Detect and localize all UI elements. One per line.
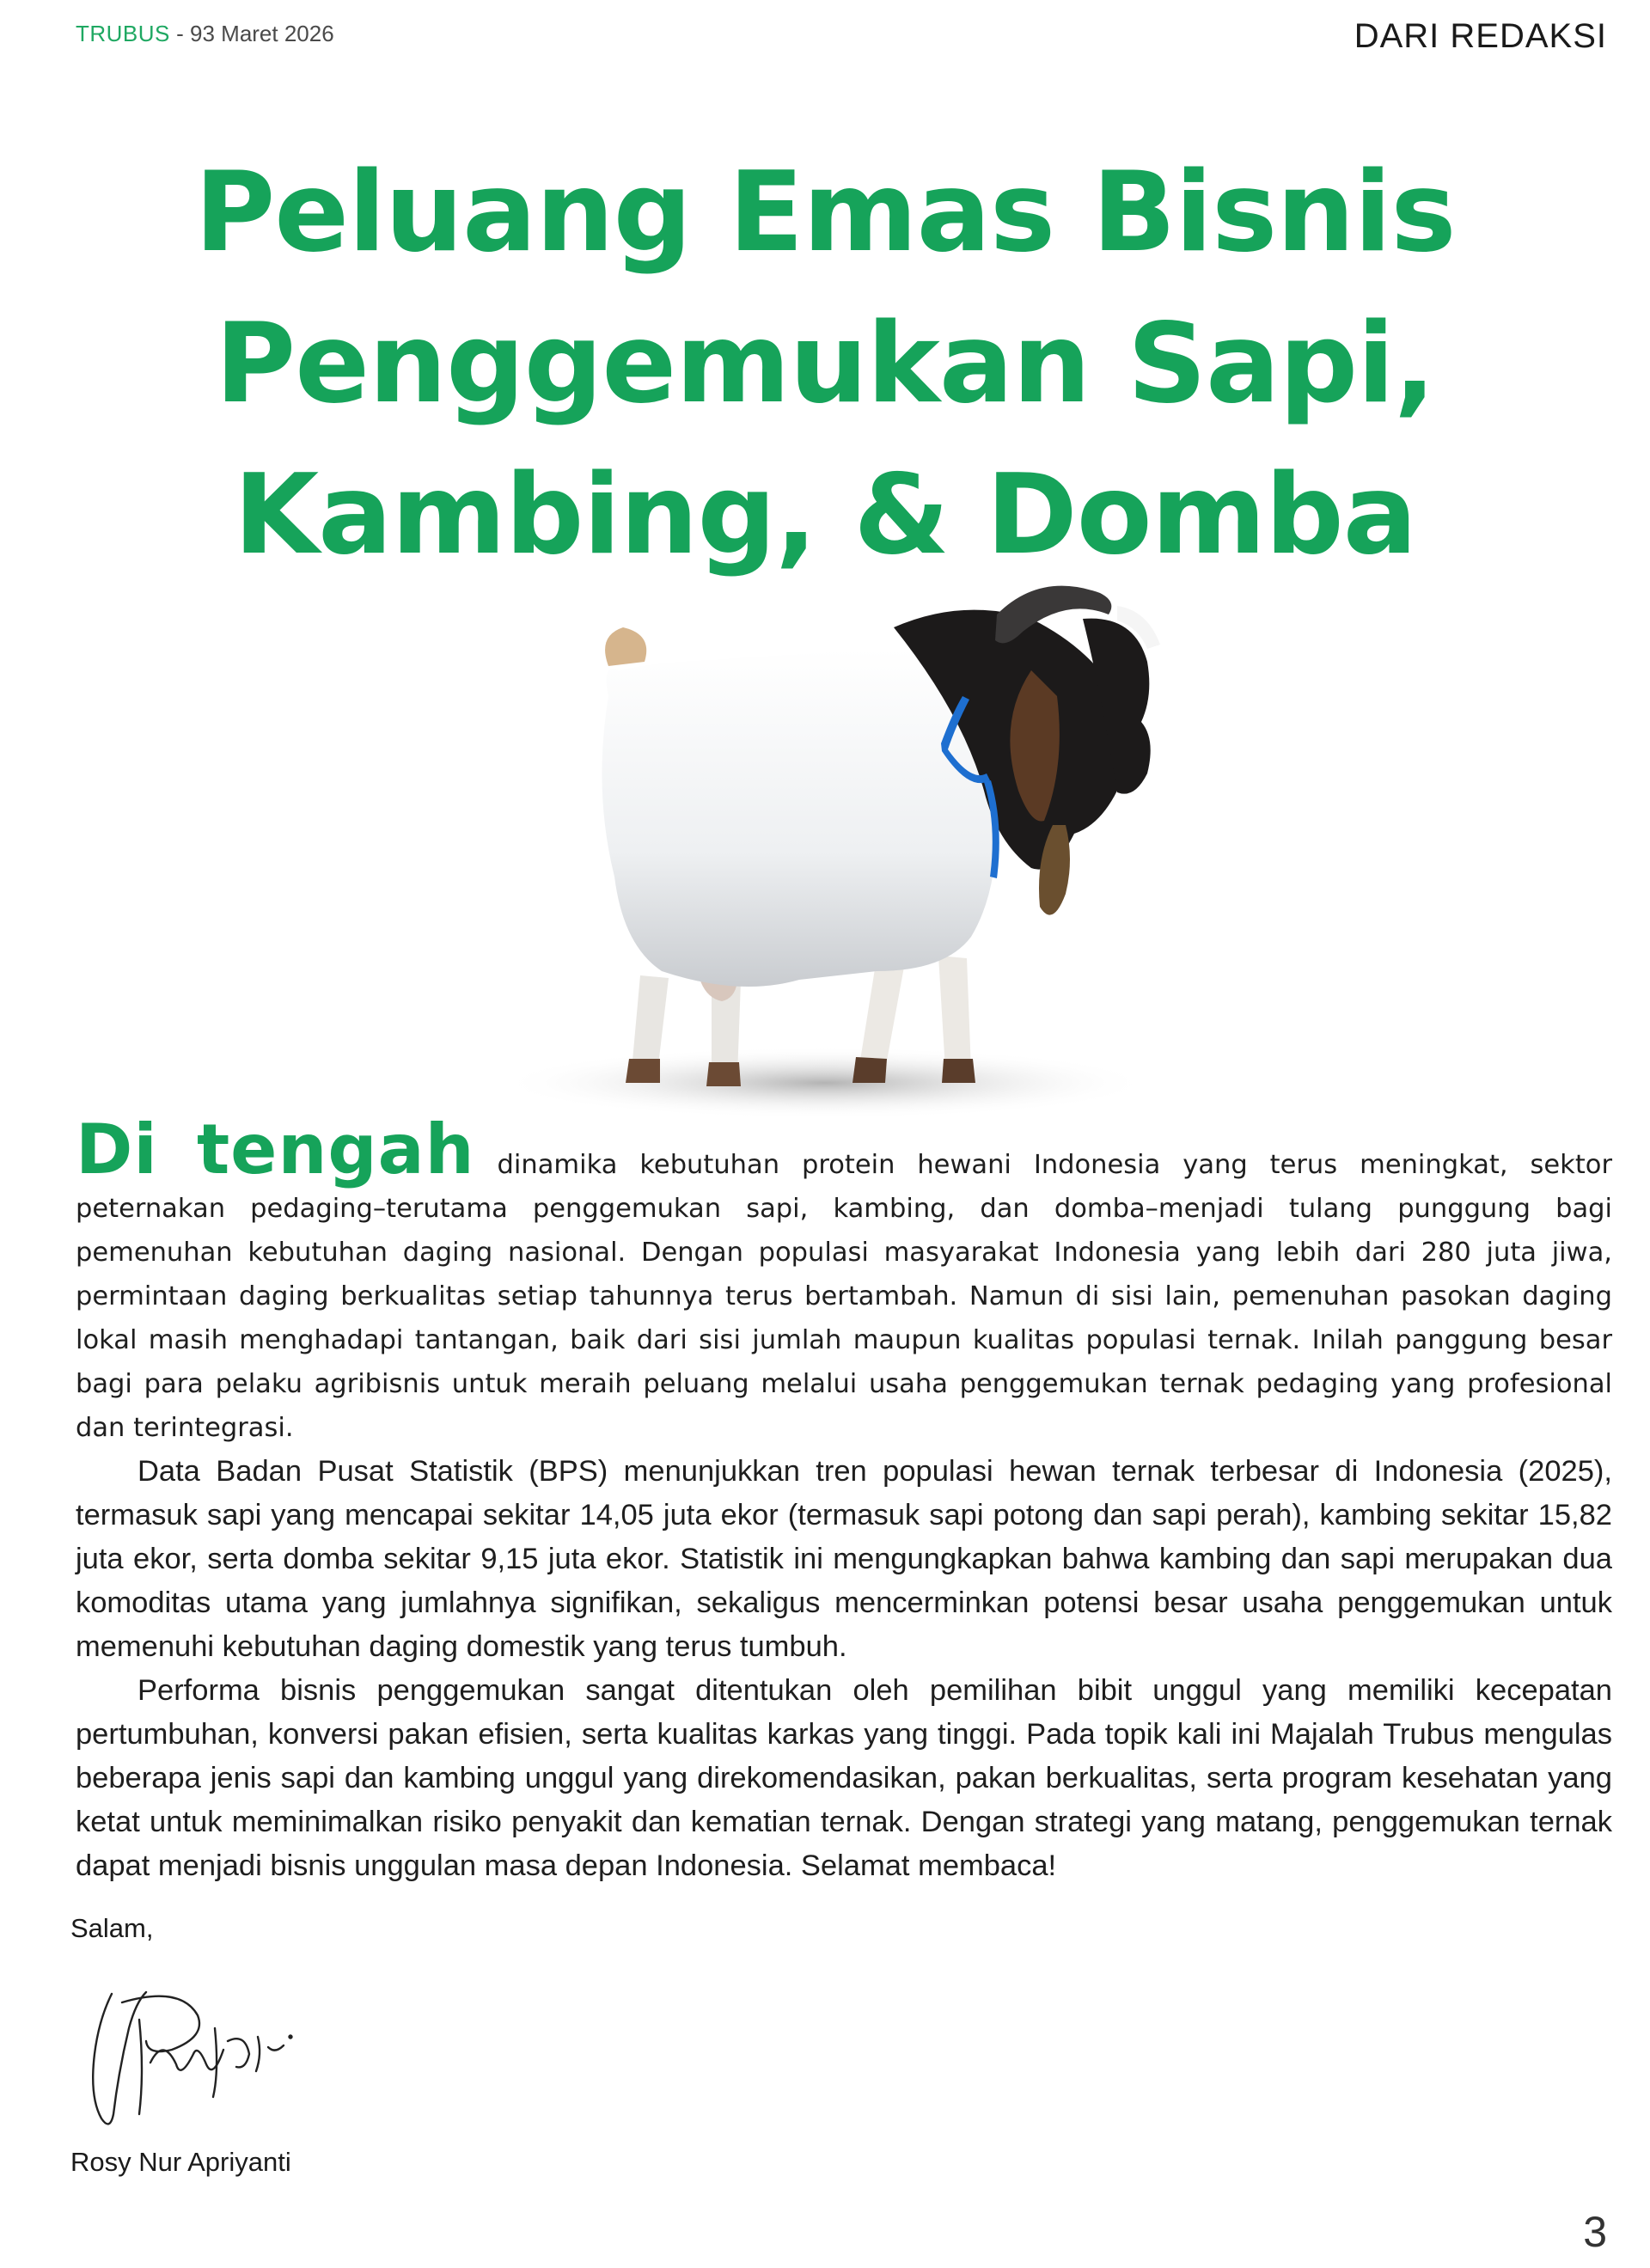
title-line: Peluang Emas Bisnis [194, 149, 1456, 277]
paragraph [76, 1110, 1612, 1450]
signature [77, 1968, 309, 2157]
page-title [0, 138, 1650, 591]
paragraph: Data Badan Pusat Statistik (BPS) menunjukkan tren populasi hewan ternak terbesar di Indonesia (2025), termasuk sapi yang mencapai sekitar 14,05 juta ekor (termasuk sapi potong dan sapi perah), kambing sekitar 15,82 juta ekor, serta domba sekitar 9,15 juta ekor. Statistik ini mengungkapkan bahwa kambing dan sapi merupakan dua komoditas utama yang jumlahnya signifikan, sekaligus mencerminkan potensi besar usaha penggemukan untuk memenuhi kebutuhan daging domestik yang terus tumbuh. [76, 1455, 1612, 1663]
drop-cap: Di tengah [76, 1110, 475, 1189]
closing-greeting: Salam, [70, 1913, 154, 1943]
masthead [76, 21, 334, 47]
page-number: 3 [1583, 2208, 1607, 2256]
goat-photo [516, 567, 1255, 1126]
signer-name: Rosy Nur Apriyanti [70, 2147, 291, 2177]
brand-name: TRUBUS [76, 21, 170, 46]
article-body [76, 1110, 1612, 1888]
title-line: Penggemukan Sapi, [215, 300, 1435, 428]
paragraph: Performa bisnis penggemukan sangat ditentukan oleh pemilihan bibit unggul yang memiliki kecepatan pertumbuhan, konversi pakan efisien, serta kualitas karkas yang tinggi. Pada topik kali ini Majalah Trubus mengulas beberapa jenis sapi dan kambing unggul yang direkomendasikan, pakan berkualitas, serta program kesehatan yang ketat untuk meminimalkan risiko penyakit dan kematian ternak. Dengan strategi yang matang, penggemukan ternak dapat menjadi bisnis unggulan masa depan Indonesia. Selamat membaca! [76, 1674, 1612, 1882]
section-label: DARI REDAKSI [1354, 17, 1607, 55]
issue-info: - 93 Maret 2026 [169, 21, 334, 46]
paragraph-text: dinamika kebutuhan protein hewani Indonesia yang terus meningkat, sektor peternakan pedaging–terutama penggemukan sapi, kambing, dan domba–menjadi tulang punggung bagi pemenuhan kebutuhan daging nasional. Dengan populasi masyarakat Indonesia yang lebih dari 280 juta jiwa, permintaan daging berkualitas setiap tahunnya terus bertambah. Namun di sisi lain, pemenuhan pasokan daging lokal masih menghadapi tantangan, baik dari sisi jumlah maupun kualitas populasi ternak. Inilah panggung besar bagi para pelaku agribisnis untuk meraih peluang melalui usaha penggemukan ternak pedaging yang profesional dan terintegrasi. [76, 1150, 1612, 1443]
title-line: Kambing, & Domba [233, 451, 1417, 579]
